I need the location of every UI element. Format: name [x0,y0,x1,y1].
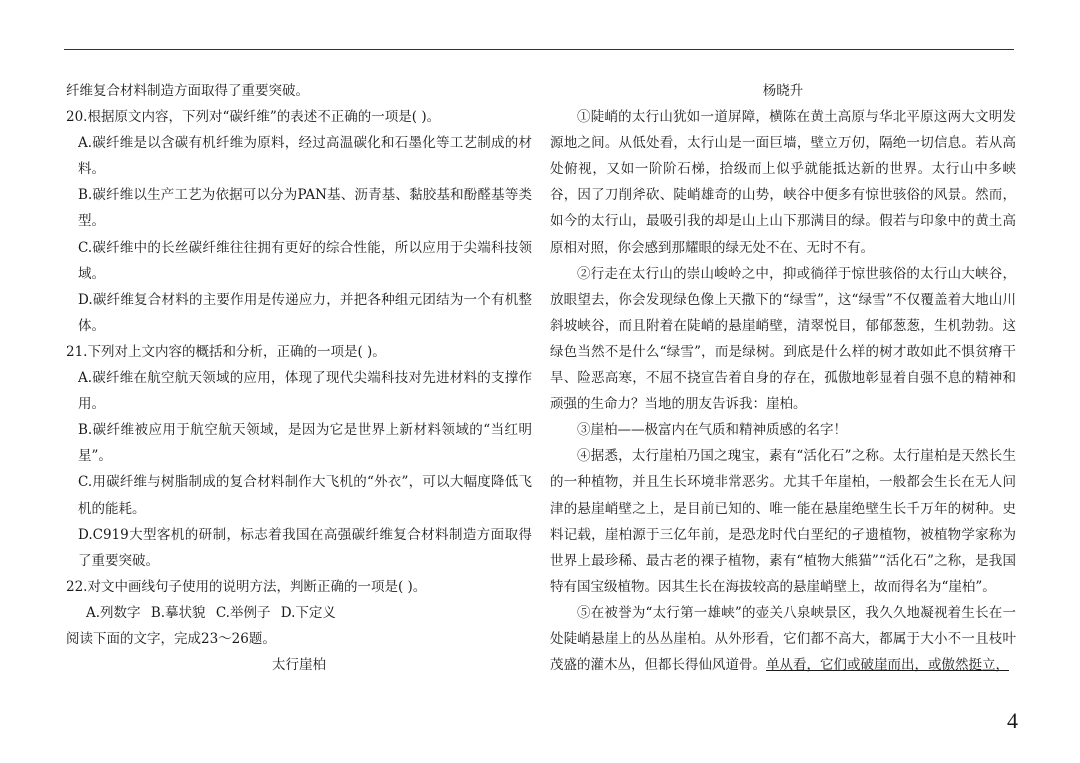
q20-option-b: B.碳纤维以生产工艺为依据可以分为PAN基、沥青基、黏胶基和酚醛基等类型。 [78,187,532,230]
right-column [550,78,1016,678]
q20-option-c: C.碳纤维中的长丝碳纤维往往拥有更好的综合性能，所以应用于尖端科技领域。 [78,239,532,282]
q21-option-d: D.C919大型客机的研制，标志着我国在高强碳纤维复合材料制造方面取得了重要突破。 [78,526,532,569]
page-number: 4 [1007,708,1018,733]
q21-option-a: A.碳纤维在航空航天领域的应用，体现了现代尖端科技对先进材料的支撑作用。 [78,370,532,413]
q20-option-d: D.碳纤维复合材料的主要作用是传递应力，并把各种组元团结为一个有机整体。 [78,291,532,334]
paragraph-5 [550,600,1016,678]
header-rule [64,49,1014,50]
essay-title: 太行崖柏 [272,657,326,674]
q21-option-b: B.碳纤维被应用于航空航天领域，是因为它是世界上新材料领域的“当红明星”。 [78,422,532,465]
line-0: 纤维复合材料制造方面取得了重要突破。 [66,83,309,99]
q21-option-c: C.用碳纤维与树脂制成的复合材料制作大飞机的“外衣”，可以大幅度降低飞机的能耗。 [78,474,532,517]
question-22: 22.对文中画线句子使用的说明方法，判断正确的一项是( )。 [66,578,427,595]
author: 杨晓升 [762,83,804,99]
paragraph-3: ③崖柏——极富内在气质和精神质感的名字！ [577,422,847,439]
q22-options: A.列数字 B.摹状貌 C.举例子 D.下定义 [86,604,336,621]
question-21: 21.下列对上文内容的概括和分析，正确的一项是( )。 [66,343,386,360]
left-column [66,78,532,678]
paragraph-4: ④据悉，太行崖柏乃国之瑰宝，素有“活化石”之称。太行崖柏是天然长生的一种植物，并且生长环境非常恶劣。尤其千年崖柏，一般都会生长在无人问津的悬崖峭壁之上，是目前已知的、唯一能在悬崖绝壁生长千万年的树种。史料记载，崖柏源于三亿年前，是恐龙时代白垩纪的孑遗植物，被植物学家称为世界上最珍稀、最古老的裸子植物，素有“植物大熊猫”“活化石”之称，是我国特有国宝级植物。因其生长在海拔较高的悬崖峭壁上，故而得名为“崖柏”。 [550,448,1016,595]
reading-instruction: 阅读下面的文字，完成23～26题。 [66,630,276,647]
question-20: 20.根据原文内容，下列对“碳纤维”的表述不正确的一项是( )。 [66,109,441,126]
q20-option-a: A.碳纤维是以含碳有机纤维为原料，经过高温碳化和石墨化等工艺制成的材料。 [78,135,532,178]
paragraph-5-text: ⑤在被誉为“太行第一雄峡”的壶关八泉峡景区，我久久地凝视着生长在一处陡峭悬崖上的丛丛崖柏。从外形看，它们都不高大，都属于大小不一且枝叶茂盛的灌木丛，但都长得仙风道骨。 [550,604,1016,674]
paragraph-2: ②行走在太行山的崇山峻岭之中，抑或徜徉于惊世骇俗的太行山大峡谷，放眼望去，你会发现绿色像上天撒下的“绿雪”，这“绿雪”不仅覆盖着大地山川斜坡峡谷，而且附着在陡峭的悬崖峭壁，清翠悦目，郁郁葱葱，生机勃勃。这绿色当然不是什么“绿雪”，而是绿树。到底是什么样的树才敢如此不惧贫瘠干旱、险恶高寒，不屈不挠宣告着自身的存在，孤傲地彰显着自强不息的精神和顽强的生命力？当地的朋友告诉我：崖柏。 [550,265,1016,413]
underlined-sentence: 单从看，它们或破崖而出，或傲然挺立， [766,657,1009,674]
paragraph-1: ①陡峭的太行山犹如一道屏障，横陈在黄土高原与华北平原这两大文明发源地之间。从低处看，太行山是一面巨墙，壁立万仞，隔绝一切信息。若从高处俯视，又如一阶阶石梯，拾级而上似乎就能抵达新的世界。太行山中多峡谷，因了刀削斧砍、陡峭雄奇的山势，峡谷中便多有惊世骇俗的风景。然而，如今的太行山，最吸引我的却是山上山下那满目的绿。假若与印象中的黄土高原相对照，你会感到那耀眼的绿无处不在、无时不有。 [550,109,1016,256]
